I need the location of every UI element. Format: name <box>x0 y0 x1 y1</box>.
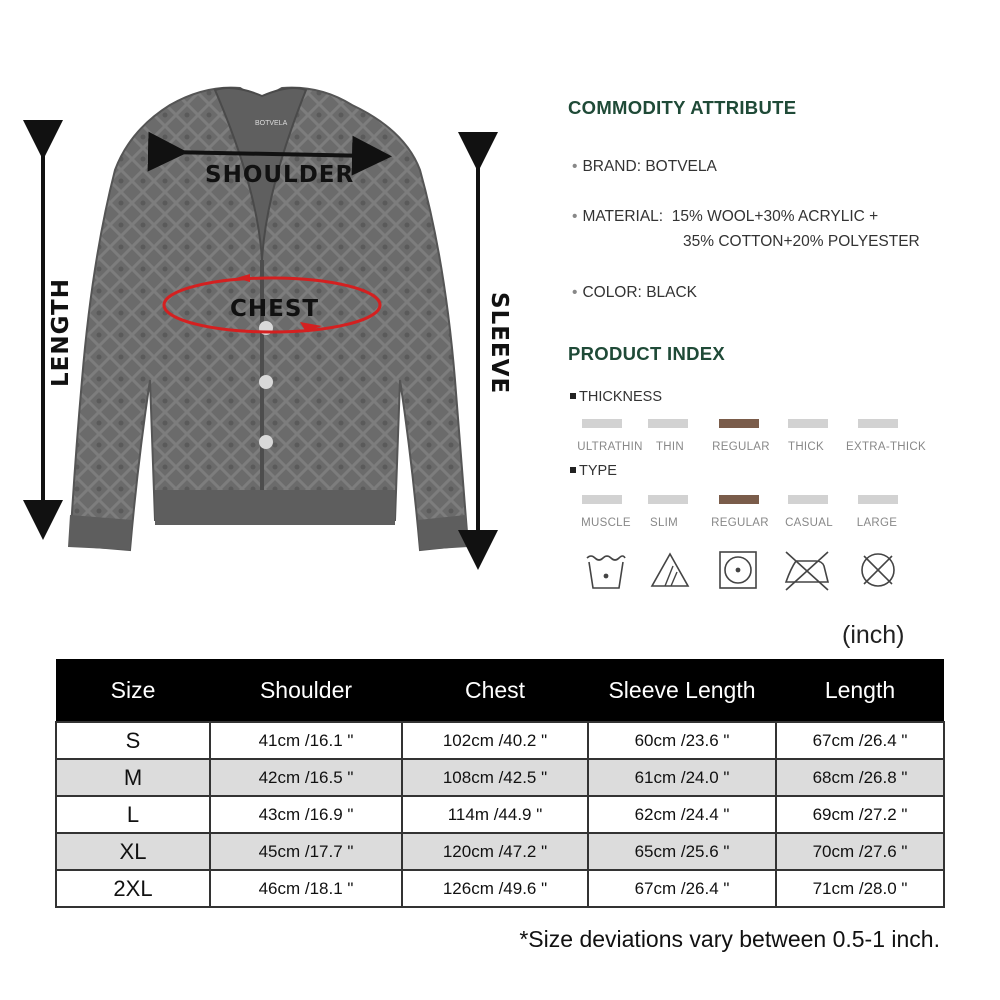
table-row <box>56 722 944 759</box>
brand-tag: BOTVELA <box>255 120 288 127</box>
thickness-bar-regular <box>719 419 759 428</box>
brand-label: BRAND: <box>582 158 642 175</box>
type-option-large: LARGE <box>856 517 898 529</box>
brand-value: BOTVELA <box>645 158 717 175</box>
type-bar-casual <box>788 495 828 504</box>
type-bar-large <box>858 495 898 504</box>
type-option-casual: CASUAL <box>785 517 833 529</box>
thickness-bar-thin <box>648 419 688 428</box>
size-table-header <box>56 659 944 722</box>
chest-label: CHEST <box>230 296 320 322</box>
product-index-heading: PRODUCT INDEX <box>568 343 726 364</box>
material-line1: 15% WOOL+30% ACRYLIC + <box>671 208 879 225</box>
unit-label: (inch) <box>842 621 905 649</box>
table-row <box>56 759 944 796</box>
header-shoulder: Shoulder <box>210 659 402 722</box>
material-label: MATERIAL: <box>582 208 664 225</box>
brand-attribute: • BRAND: BOTVELA <box>572 158 717 175</box>
size-cell: L <box>56 796 210 833</box>
material-attribute: • MATERIAL: 15% WOOL+30% ACRYLIC + <box>572 208 879 225</box>
shoulder-cell: 46cm /18.1 " <box>210 870 402 907</box>
type-option-muscle: MUSCLE <box>581 517 631 529</box>
length-cell: 71cm /28.0 " <box>776 870 944 907</box>
thickness-bar-extra-thick <box>858 419 898 428</box>
size-deviation-note: *Size deviations vary between 0.5-1 inch. <box>519 926 940 952</box>
thickness-bar-thick <box>788 419 828 428</box>
sleeve-cell: 60cm /23.6 " <box>588 722 776 759</box>
size-cell: 2XL <box>56 870 210 907</box>
shoulder-cell: 43cm /16.9 " <box>210 796 402 833</box>
length-cell: 69cm /27.2 " <box>776 796 944 833</box>
thickness-option-ultrathin: ULTRATHIN <box>577 441 643 453</box>
sleeve-cell: 62cm /24.4 " <box>588 796 776 833</box>
header-size: Size <box>56 659 210 722</box>
type-option-slim: SLIM <box>649 517 679 529</box>
sleeve-cell: 65cm /25.6 " <box>588 833 776 870</box>
type-bar-regular <box>719 495 759 504</box>
material-line2: 35% COTTON+20% POLYESTER <box>683 233 920 250</box>
chest-cell: 102cm /40.2 " <box>402 722 588 759</box>
thickness-title <box>570 389 662 405</box>
thickness-title-text: THICKNESS <box>579 389 662 405</box>
type-bar-slim <box>648 495 688 504</box>
do-not-iron-icon <box>782 548 832 592</box>
table-row <box>56 870 944 907</box>
header-chest: Chest <box>402 659 588 722</box>
thickness-option-thin: THIN <box>655 441 685 453</box>
shoulder-cell: 45cm /17.7 " <box>210 833 402 870</box>
length-cell: 67cm /26.4 " <box>776 722 944 759</box>
hand-wash-30-icon <box>584 548 628 592</box>
thickness-option-regular: REGULAR <box>712 441 770 453</box>
type-option-regular: REGULAR <box>711 517 769 529</box>
chest-cell: 120cm /47.2 " <box>402 833 588 870</box>
type-title-text: TYPE <box>579 463 617 479</box>
thickness-option-thick: THICK <box>788 441 824 453</box>
tumble-dry-low-icon <box>716 548 760 592</box>
thickness-bar-ultrathin <box>582 419 622 428</box>
color-attribute: • COLOR: BLACK <box>572 284 698 301</box>
thickness-option-extra-thick: EXTRA-THICK <box>846 441 926 453</box>
color-value: BLACK <box>646 284 698 301</box>
header-length: Length <box>776 659 944 722</box>
chest-cell: 108cm /42.5 " <box>402 759 588 796</box>
shoulder-label: SHOULDER <box>205 162 355 188</box>
table-row <box>56 833 944 870</box>
commodity-attribute-heading: COMMODITY ATTRIBUTE <box>568 97 797 118</box>
sleeve-cell: 61cm /24.0 " <box>588 759 776 796</box>
type-title <box>570 463 617 479</box>
table-row <box>56 796 944 833</box>
size-cell: S <box>56 722 210 759</box>
sleeve-label: SLEEVE <box>486 292 512 395</box>
size-table <box>55 659 945 908</box>
size-cell: XL <box>56 833 210 870</box>
sweater-illustration <box>0 60 560 580</box>
do-not-dry-clean-icon <box>856 548 900 592</box>
chest-cell: 126cm /49.6 " <box>402 870 588 907</box>
chest-cell: 114m /44.9 " <box>402 796 588 833</box>
shoulder-cell: 42cm /16.5 " <box>210 759 402 796</box>
header-sleeve-length: Sleeve Length <box>588 659 776 722</box>
size-cell: M <box>56 759 210 796</box>
bleach-allowed-icon <box>648 548 692 592</box>
sleeve-cell: 67cm /26.4 " <box>588 870 776 907</box>
length-cell: 68cm /26.8 " <box>776 759 944 796</box>
shoulder-cell: 41cm /16.1 " <box>210 722 402 759</box>
length-cell: 70cm /27.6 " <box>776 833 944 870</box>
length-label: LENGTH <box>48 278 74 388</box>
type-bar-muscle <box>582 495 622 504</box>
color-label: COLOR: <box>582 284 642 301</box>
